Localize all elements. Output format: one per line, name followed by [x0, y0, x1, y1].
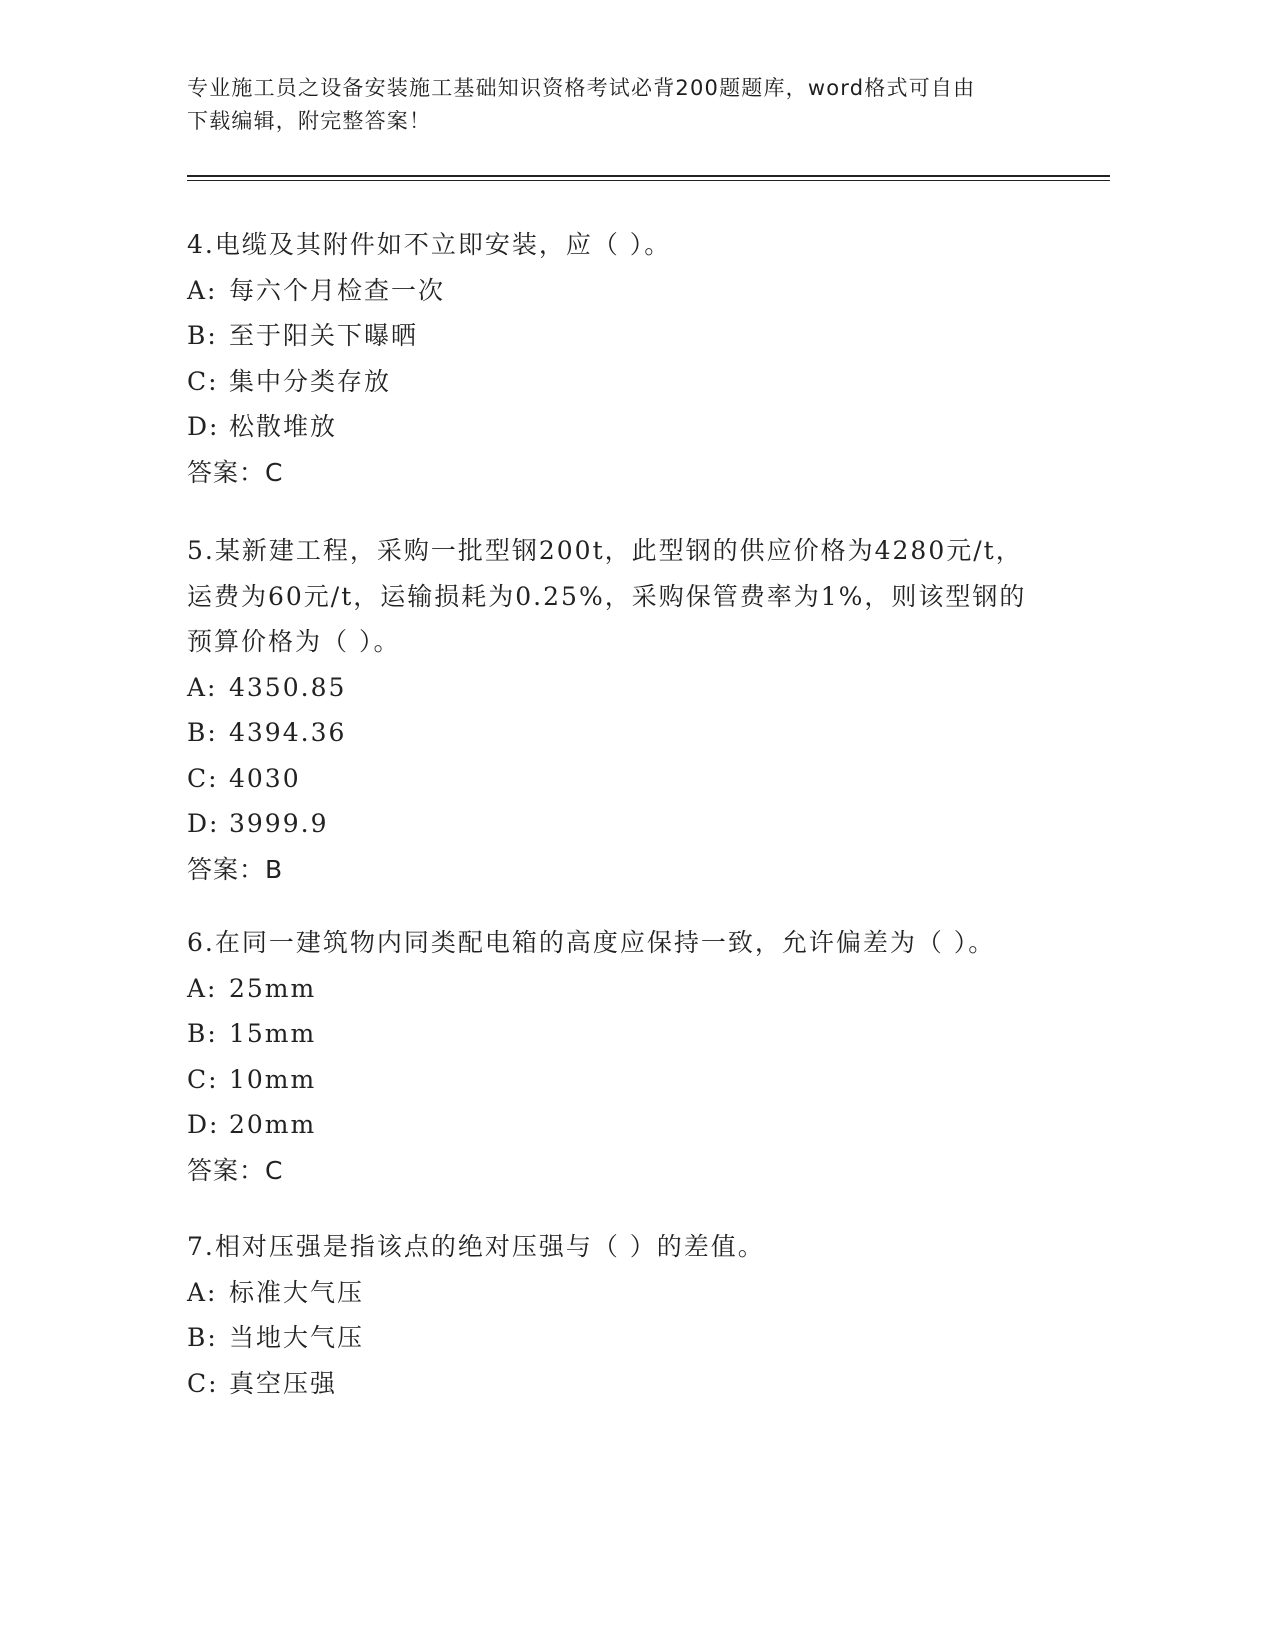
option-key: B:	[187, 1323, 218, 1352]
option-d	[187, 1102, 1087, 1148]
question-stem: 4.电缆及其附件如不立即安装，应（ ）。	[187, 230, 672, 259]
option-text: 15mm	[229, 1019, 317, 1048]
option-text: 3999.9	[229, 809, 329, 838]
header-divider-thick	[187, 175, 1110, 177]
option-c	[187, 1057, 1087, 1103]
question-stem: 6.在同一建筑物内同类配电箱的高度应保持一致，允许偏差为（ ）。	[187, 928, 996, 957]
option-c	[187, 1361, 1087, 1407]
option-text: 真空压强	[229, 1368, 338, 1398]
option-key: B:	[187, 718, 218, 747]
option-a	[187, 665, 1047, 711]
option-b	[187, 313, 1087, 359]
option-text: 松散堆放	[229, 412, 338, 441]
option-text: 集中分类存放	[229, 366, 392, 396]
question-7	[187, 1224, 1087, 1406]
header-line-1: 专业施工员之设备安装施工基础知识资格考试必背200题题库，word格式可自由	[187, 76, 976, 100]
option-text: 当地大气压	[229, 1323, 365, 1352]
question-6	[187, 920, 1087, 1193]
option-key: D:	[187, 1110, 220, 1139]
option-text: 20mm	[229, 1110, 317, 1139]
answer-line: 答案：C	[187, 1155, 284, 1185]
option-key: A:	[187, 1277, 218, 1307]
option-text: 10mm	[229, 1064, 317, 1094]
option-b	[187, 710, 1047, 756]
option-key: B:	[187, 321, 218, 350]
header-line-2: 下载编辑，附完整答案！	[187, 109, 432, 133]
option-text: 25mm	[229, 973, 317, 1003]
option-a	[187, 966, 1087, 1012]
option-key: D:	[187, 412, 220, 441]
option-key: B:	[187, 1019, 218, 1048]
option-key: C:	[187, 1064, 219, 1094]
question-4	[187, 222, 1087, 495]
option-text: 每六个月检查一次	[229, 275, 446, 305]
option-key: D:	[187, 809, 220, 838]
question-5	[187, 528, 1047, 892]
option-text: 标准大气压	[229, 1277, 365, 1307]
option-key: C:	[187, 763, 219, 793]
document-header	[187, 72, 1067, 138]
option-key: C:	[187, 1368, 219, 1398]
option-d	[187, 404, 1087, 450]
option-a	[187, 1270, 1087, 1316]
answer-line: 答案：B	[187, 854, 284, 884]
option-c	[187, 756, 1047, 802]
header-divider-thin	[187, 180, 1110, 181]
option-b	[187, 1315, 1087, 1361]
option-text: 至于阳关下曝晒	[229, 321, 419, 350]
option-key: A:	[187, 672, 218, 702]
option-key: A:	[187, 973, 218, 1003]
option-text: 4030	[229, 763, 301, 793]
option-key: A:	[187, 275, 218, 305]
option-c	[187, 359, 1087, 405]
option-text: 4350.85	[229, 672, 347, 702]
answer-line: 答案：C	[187, 457, 284, 487]
option-d	[187, 801, 1047, 847]
question-stem: 7.相对压强是指该点的绝对压强与（ ）的差值。	[187, 1232, 765, 1261]
question-stem: 5.某新建工程，采购一批型钢200t，此型钢的供应价格为4280元/t，运费为60元/t，运输损耗为0.25%，采购保管费率为1%，则该型钢的预算价格为（ ）。	[187, 536, 1027, 656]
option-text: 4394.36	[229, 718, 347, 747]
option-key: C:	[187, 366, 219, 396]
option-a	[187, 268, 1087, 314]
option-b	[187, 1011, 1087, 1057]
